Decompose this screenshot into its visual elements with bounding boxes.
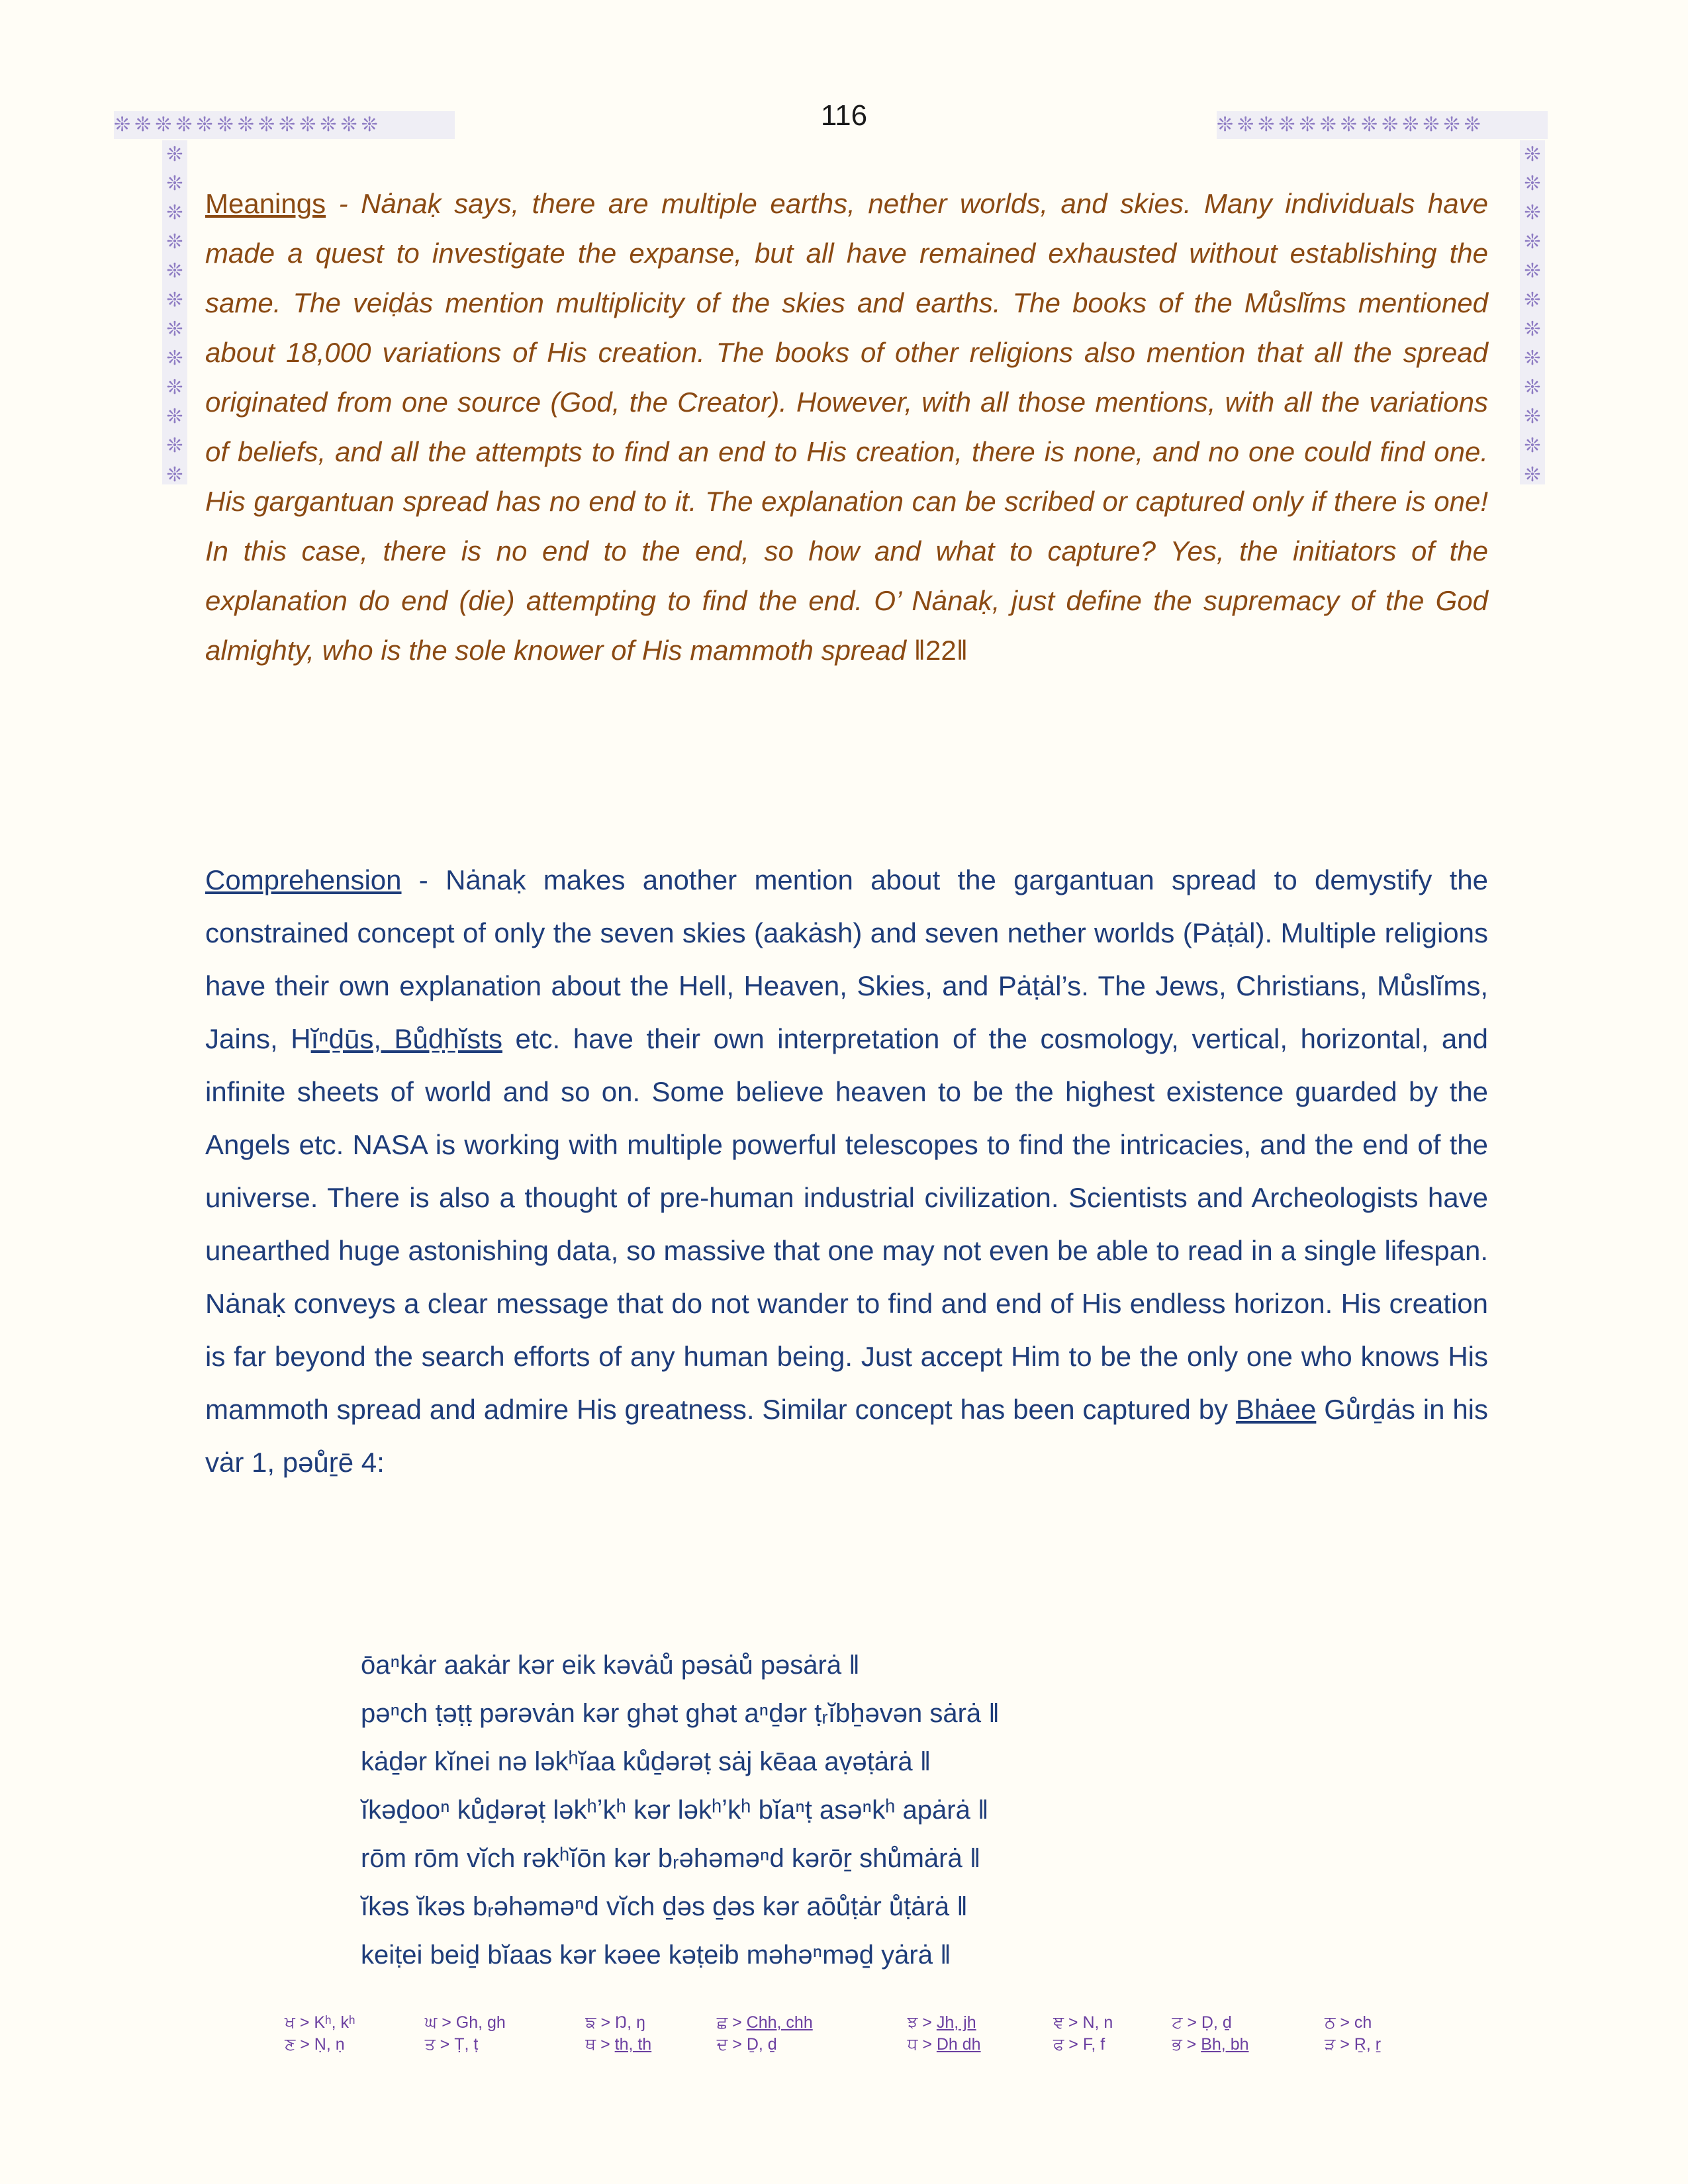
key-entry: ਝ > Jh, jh	[907, 2013, 976, 2032]
verse-line: ĭkəḏooⁿ ků̇ḏərəṭ ləkʰʼkʰ kər ləkʰʼkʰ bĭaⁿṭ asəⁿkʰ apȧrȧ ‖	[361, 1796, 989, 1825]
table-row	[285, 2012, 1436, 2034]
comprehension-text-part-1: Nȧnaḳ makes another mention about the gargantuan spread to demystify the constrained concept of only the seven skies (aakȧsh) and seven nether worlds (Pȧṭȧl). Multiple religions have their own explanation about the Hell, Heaven, Skies, and Pȧṭȧl’s. The Jews, Christians, Mů̇slĭms, Jains, H	[205, 864, 1488, 1054]
key-entry: ਫ > F, f	[1053, 2035, 1105, 2054]
key-entry: ਭ > Bh, bh	[1172, 2035, 1249, 2054]
key-entry: ਠ > ᴄh	[1324, 2013, 1372, 2032]
verse-line: rōm rōm vĭch rəkʰĭōn kər bᵣəhəməⁿd kərōṟ shů̇mȧrȧ ‖	[361, 1844, 981, 1873]
quoted-verse-block	[361, 1641, 1486, 1979]
comprehension-hindus-term: ĭⁿḏūs, Bů̇ḏẖĭsts	[310, 1023, 502, 1054]
meanings-paragraph	[205, 179, 1488, 675]
table-row	[285, 2034, 1436, 2056]
ornament-band-top-right: ❊❊❊❊❊❊❊❊❊❊❊❊❊	[1217, 111, 1548, 139]
key-entry: ਥ > th, th	[585, 2035, 652, 2054]
ornament-band-top-left: ❊❊❊❊❊❊❊❊❊❊❊❊❊	[114, 111, 455, 139]
verse-line: kȧḏər kĭnei nə ləkʰĭaa ků̇ḏərəṭ sȧj kēaa aṿəṭȧrȧ ‖	[361, 1747, 931, 1776]
key-entry: ਧ > Dh dh	[907, 2035, 981, 2054]
verse-line: ĭkəs ĭkəs bᵣəhəməⁿd vĭch ḏəs ḏəs kər aōů̇ṭȧr ů̇ṭȧrȧ ‖	[361, 1892, 968, 1921]
comprehension-separator: -	[401, 864, 446, 895]
key-entry: ਖ > Kʰ, kʰ	[285, 2013, 355, 2032]
verse-line: ōaⁿkȧr aakȧr kər eik kəvȧů̇ pəsȧů̇ pəsȧrȧ ‖	[361, 1651, 860, 1680]
page-number: 116	[820, 99, 868, 132]
meanings-separator: -	[326, 188, 361, 219]
key-entry: ਣ > Ṇ, ṇ	[285, 2035, 345, 2054]
comprehension-label: Comprehension	[205, 864, 402, 895]
verse-line: pəⁿch ṭəṭṭ pərəvȧn kər ghət ghət aⁿḏər ṭᵣĭbẖəvən sȧrȧ ‖	[361, 1699, 1000, 1728]
meanings-label: Meanings	[205, 188, 326, 219]
key-entry: ਦ > Ḏ, ḏ	[716, 2035, 777, 2054]
key-entry: ਤ > Ṭ, ṭ	[424, 2035, 479, 2054]
comprehension-paragraph	[205, 854, 1488, 1489]
key-entry: ਛ > Chh, chh	[716, 2013, 813, 2032]
meanings-text: Nȧnaḳ says, there are multiple earths, nether worlds, and skies. Many individuals have made a quest to investigate the expanse, but all have remained exhausted without establishing the same. The veiḍȧs mention multiplicity of the skies and earths. The books of the Mů̇slĭms mentioned about 18,000 variations of His creation. The books of other religions also mention that all the spread originated from one source (God, the Creator). However, with all those mentions, with all the variations of beliefs, and all the attempts to find an end to His creation, there is none, and no one could find one. His gargantuan spread has no end to it. The explanation can be scribed or captured only if there is one! In this case, there is no end to the end, so how and what to capture? Yes, the initiators of the explanation do end (die) attempting to find the end. O’ Nȧnaḳ, just define the supremacy of the God almighty, who is the sole knower of His mammoth spread	[205, 188, 1489, 666]
ornament-band-left: ❊❊❊❊❊❊❊❊❊❊❊❊	[162, 140, 187, 484]
key-entry: ੜ > Ṟ, ṟ	[1324, 2035, 1382, 2054]
transliteration-key	[285, 2012, 1436, 2056]
comprehension-text-part-3: Gů̇rḏȧs in his vȧr 1, pəů̇ṟē 4:	[205, 1394, 1489, 1478]
key-entry: ਘ > Gh, gh	[424, 2013, 506, 2032]
transliteration-key-table	[285, 2012, 1436, 2056]
comprehension-text-part-2: etc. have their own interpretation of the cosmology, vertical, horizontal, and infinite sheets of world and so on. Some believe heaven to be the highest existence guarded by the Angels etc. NASA is working with multiple powerful telescopes to find the intricacies, and the end of the universe. There is also a thought of pre-human industrial civilization. Scientists and Archeologists have unearthed huge astonishing data, so massive that one may not even be able to read in a single lifespan. Nȧnaḳ conveys a clear message that do not wander to find and end of His endless horizon. His creation is far beyond the search efforts of any human being. Just accept Him to be the only one who knows His mammoth spread and admire His greatness. Similar concept has been captured by	[205, 1023, 1488, 1425]
key-entry: ਞ > N, n	[1053, 2013, 1113, 2032]
key-entry: ਙ > Ŋ, ŋ	[585, 2013, 645, 2032]
meanings-verse-number: ‖22‖	[914, 635, 968, 666]
verse-line: keiṭei beiḏ bĭaas kər kəee kəṭeib məhəⁿməḏ yȧrȧ ‖	[361, 1940, 951, 1970]
key-entry: ਟ > Ḍ, ḏ	[1172, 2013, 1232, 2032]
comprehension-author-name: Bhȧee	[1235, 1394, 1317, 1425]
ornament-band-right: ❊❊❊❊❊❊❊❊❊❊❊❊	[1520, 140, 1545, 484]
